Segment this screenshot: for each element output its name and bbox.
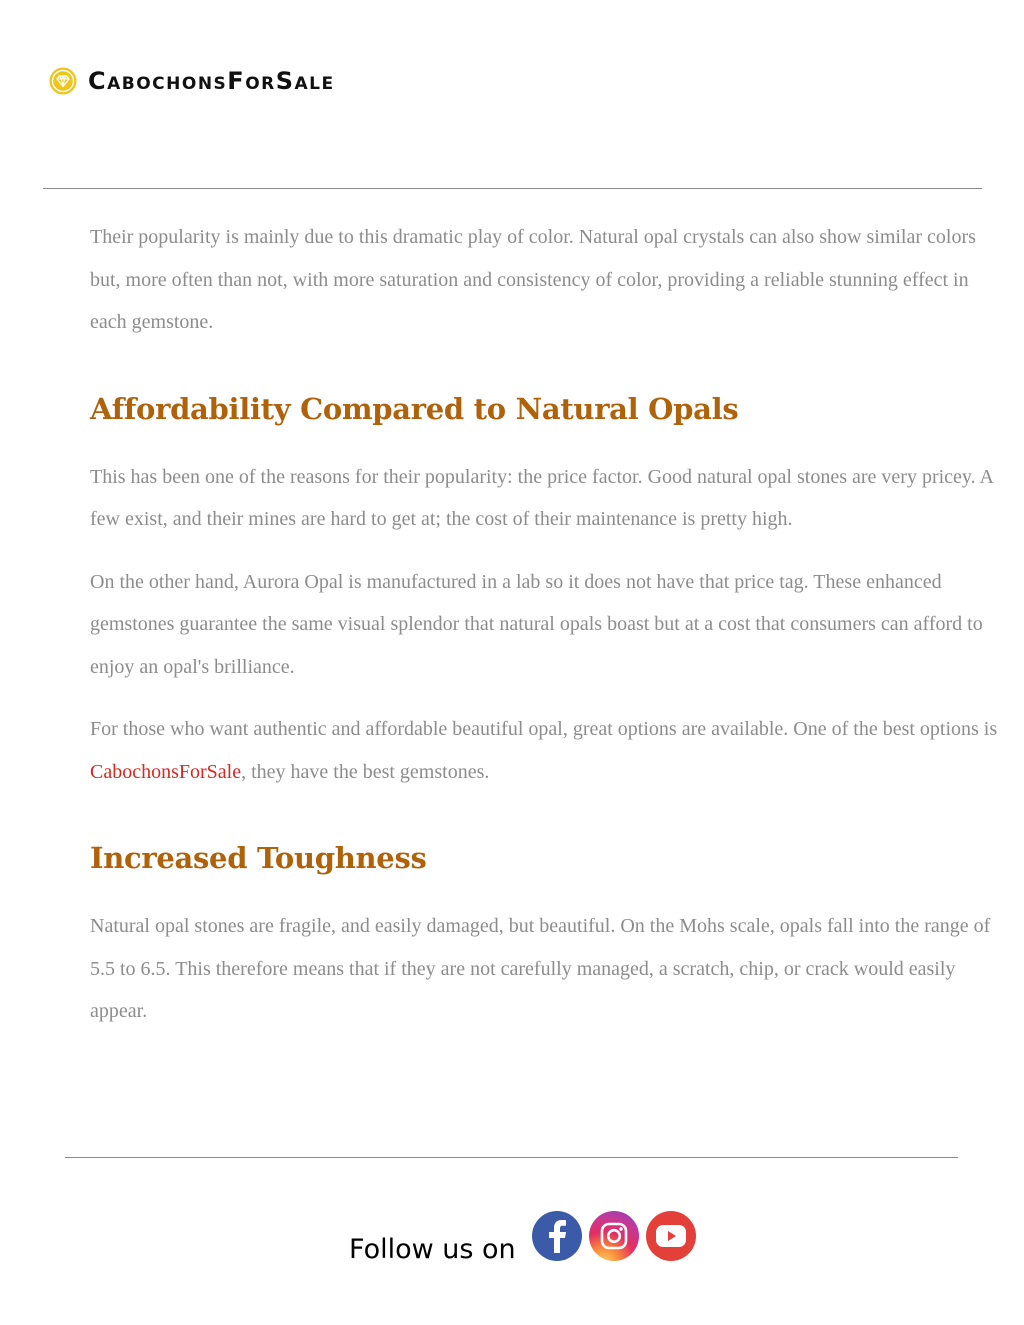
instagram-button[interactable] — [589, 1211, 639, 1261]
affordability-paragraph-2: On the other hand, Aurora Opal is manufactured in a lab so it does not have that price tag. These enhanced gemstones guarantee the same visual splendor that natural opals boast but at a cost that consumers can afford to enjoy an opal's brilliance. — [90, 570, 983, 678]
affordability-paragraph-1: This has been one of the reasons for their popularity: the price factor. Good natural opal stones are very pricey. A few exist, and their mines are hard to get at; the cost of their maintenance is pretty high. — [90, 465, 993, 530]
paragraph-text: For those who want authentic and affordable beautiful opal, great options are available. One of the best options is — [90, 718, 998, 740]
bottom-divider — [65, 1157, 958, 1158]
article-content — [90, 216, 1000, 1033]
facebook-button[interactable] — [532, 1211, 582, 1261]
youtube-icon — [655, 1224, 687, 1248]
cabochonsforsale-link[interactable]: CabochonsForSale — [90, 760, 242, 783]
diamond-ring-icon — [48, 66, 78, 96]
social-follow — [349, 1217, 703, 1267]
logo-text: CabochonsForSale — [88, 67, 335, 95]
follow-us-label: Follow us on — [349, 1234, 516, 1265]
top-divider — [43, 188, 982, 189]
paragraph-text: , they have the best gemstones. — [241, 760, 490, 783]
youtube-button[interactable] — [646, 1211, 696, 1261]
toughness-paragraph-1: Natural opal stones are fragile, and easily damaged, but beautiful. On the Mohs scale, opals fall into the range of 5.5 to 6.5. This therefore means that if they are not carefully managed, a scratch, chip, or crack would easily appear. — [90, 915, 991, 1022]
site-logo[interactable] — [48, 66, 335, 96]
instagram-icon — [599, 1221, 629, 1251]
affordability-paragraph-3 — [90, 708, 1000, 793]
section-heading-toughness: Increased Toughness — [90, 841, 427, 875]
facebook-icon — [546, 1219, 568, 1253]
section-heading-affordability: Affordability Compared to Natural Opals — [90, 391, 739, 426]
intro-paragraph: Their popularity is mainly due to this dramatic play of color. Natural opal crystals can also show similar colors but, more often than not, with more saturation and consistency of color, providing a reliable stunning effect in each gemstone. — [90, 226, 976, 333]
